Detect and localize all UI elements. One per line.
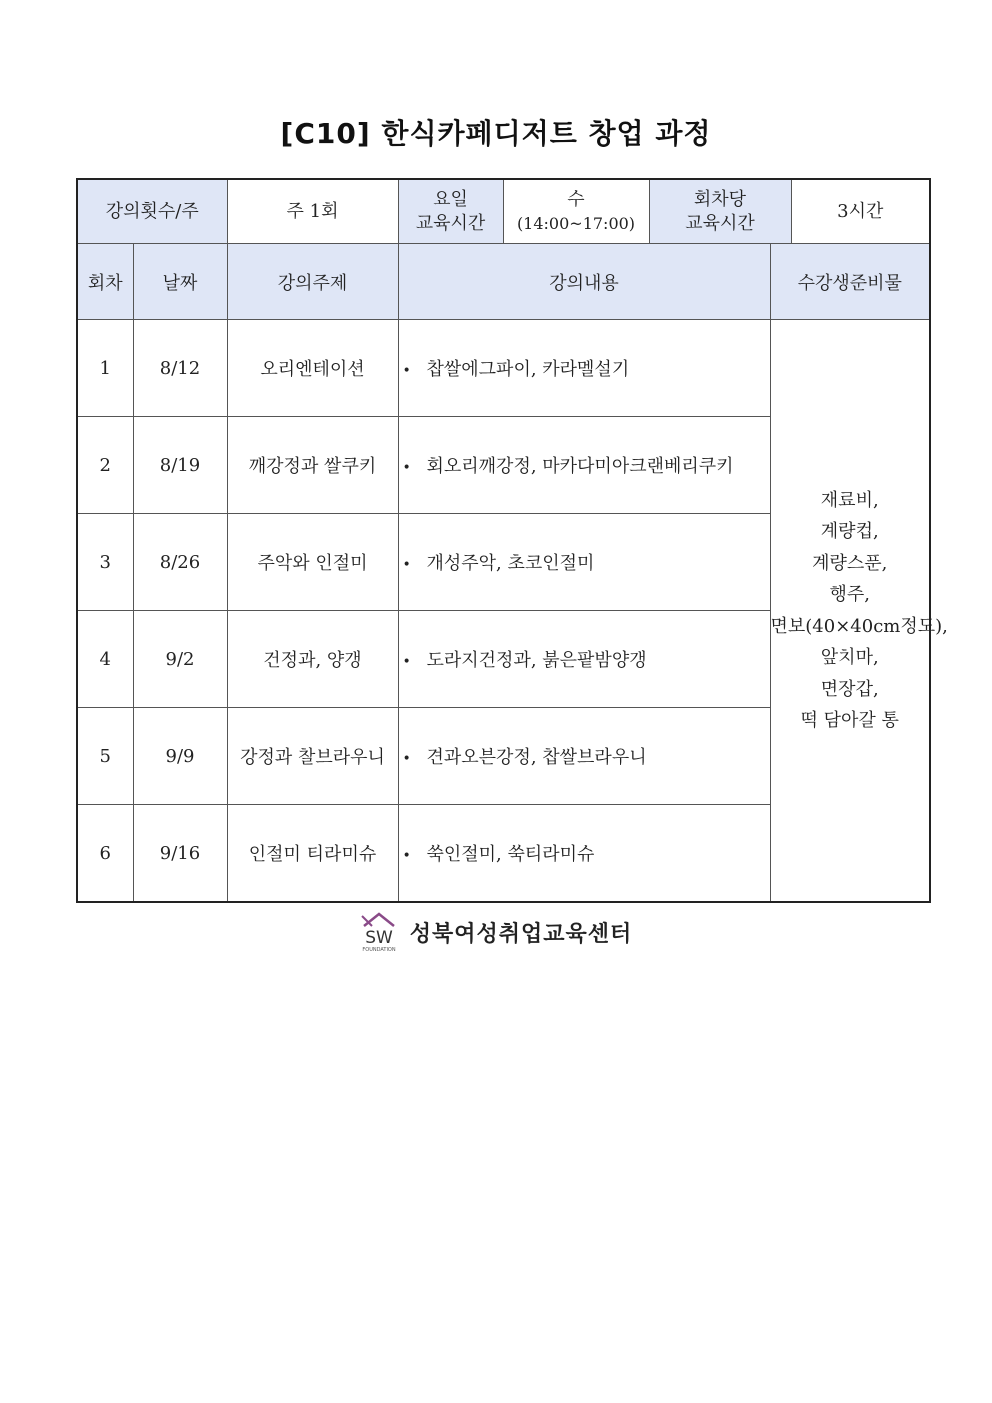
session-content-text: 견과오븐강정, 찹쌀브라우니: [426, 747, 647, 768]
bullet-icon: •: [402, 363, 411, 379]
header-topic: 강의주제: [227, 244, 398, 320]
sw-foundation-logo: [360, 912, 398, 952]
day-time-value: [503, 179, 649, 244]
duration-label: [649, 179, 791, 244]
duration-label-line1: 회차당: [693, 188, 747, 210]
session-number: 1: [77, 320, 133, 417]
duration-value: 3시간: [791, 179, 930, 244]
supply-item: 계량컵,: [820, 521, 879, 542]
session-date: 9/16: [133, 805, 227, 903]
session-content-text: 도라지건정과, 붉은팥밤양갱: [426, 650, 647, 671]
footer: [0, 912, 992, 952]
session-topic: 강정과 찰브라우니: [227, 708, 398, 805]
supplies-list: [770, 320, 948, 903]
session-content: [398, 320, 770, 417]
session-number: 6: [77, 805, 133, 903]
session-topic: 깨강정과 쌀쿠키: [227, 417, 398, 514]
bullet-icon: •: [402, 460, 411, 476]
duration-label-line2: 교육시간: [685, 212, 755, 234]
session-number: 3: [77, 514, 133, 611]
time-value: (14:00~17:00): [516, 213, 636, 233]
supply-item: 계량스푼,: [812, 552, 888, 574]
page-title: [C10] 한식카페디저트 창업 과정: [280, 117, 712, 150]
table-row: [77, 320, 930, 417]
day-time-label-line2: 교육시간: [415, 212, 486, 234]
session-topic: 주악와 인절미: [227, 514, 398, 611]
session-date: 9/9: [133, 708, 227, 805]
logo-text: SW: [364, 928, 393, 948]
supply-item: 면보(40×40cm정도),: [770, 615, 948, 637]
session-date: 8/12: [133, 320, 227, 417]
session-content: [398, 708, 770, 805]
session-date: 8/26: [133, 514, 227, 611]
session-content-text: 회오리깨강정, 마카다미아크랜베리쿠키: [426, 456, 734, 477]
bullet-icon: •: [402, 751, 411, 767]
session-date: 9/2: [133, 611, 227, 708]
session-content-text: 쑥인절미, 쑥티라미슈: [426, 844, 595, 865]
session-topic: 건정과, 양갱: [227, 611, 398, 708]
session-number: 5: [77, 708, 133, 805]
day-value: 수: [567, 188, 585, 210]
session-number: 4: [77, 611, 133, 708]
day-time-label-line1: 요일: [433, 188, 468, 210]
session-content: [398, 805, 770, 903]
schedule-header-row: [77, 244, 930, 320]
supply-item: 떡 담아갈 통: [800, 710, 899, 731]
bullet-icon: •: [402, 557, 411, 573]
day-time-label: [398, 179, 503, 244]
organization-name: 성북여성취업교육센터: [409, 921, 633, 947]
supply-item: 앞치마,: [820, 647, 879, 668]
session-topic: 오리엔테이션: [227, 320, 398, 417]
supply-item: 재료비,: [820, 489, 879, 511]
session-number: 2: [77, 417, 133, 514]
header-session: 회차: [77, 244, 133, 320]
course-info-table: [76, 178, 931, 245]
bullet-icon: •: [402, 654, 411, 670]
header-date: 날짜: [133, 244, 227, 320]
supply-item: 행주,: [829, 584, 870, 605]
session-content: [398, 611, 770, 708]
session-content-text: 찹쌀에그파이, 카라멜설기: [426, 359, 630, 380]
logo-subtext: FOUNDATION: [362, 947, 396, 953]
session-date: 8/19: [133, 417, 227, 514]
schedule-table: [76, 243, 948, 903]
header-content: 강의내용: [398, 244, 770, 320]
session-content: [398, 514, 770, 611]
header-supplies: 수강생준비물: [770, 244, 930, 320]
sessions-value: 주 1회: [227, 179, 398, 244]
session-content: [398, 417, 770, 514]
session-topic: 인절미 티라미슈: [227, 805, 398, 903]
session-content-text: 개성주악, 초코인절미: [426, 553, 595, 574]
bullet-icon: •: [402, 848, 411, 864]
supply-item: 면장갑,: [820, 678, 879, 700]
sessions-label: 강의횟수/주: [77, 179, 227, 244]
